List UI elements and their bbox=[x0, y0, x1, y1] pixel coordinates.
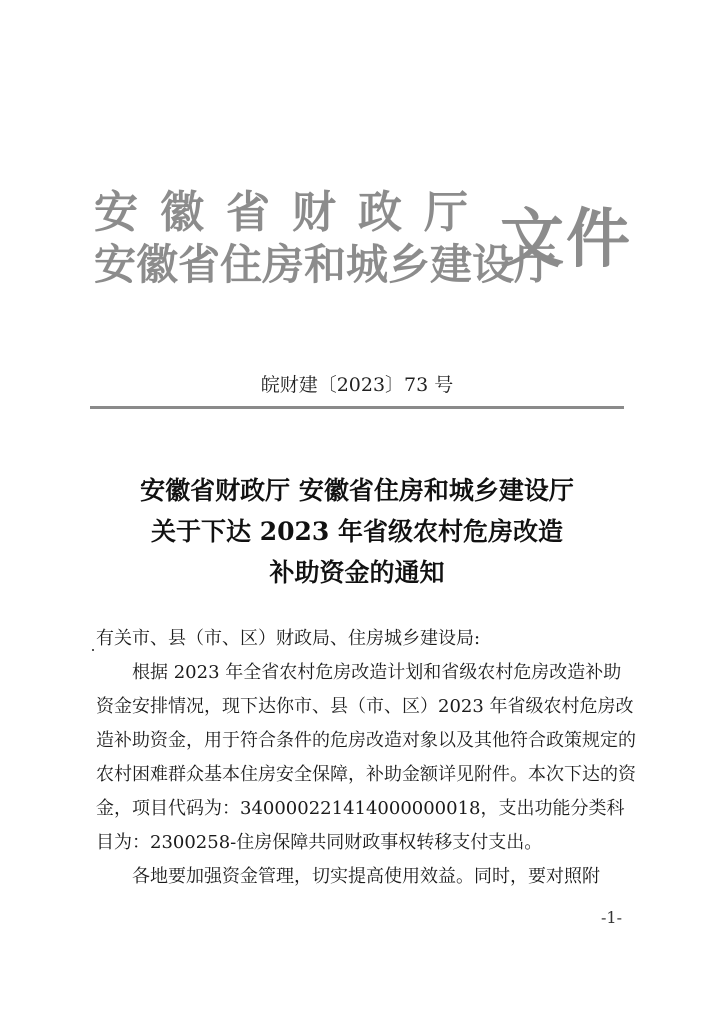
salutation: 有关市、县（市、区）财政局、住房城乡建设局: bbox=[96, 628, 481, 649]
body-paragraph-2: 各地要加强资金管理，切实提高使用效益。同时，要对照附 bbox=[132, 866, 600, 887]
title-line-1: 安徽省财政厅 安徽省住房和城乡建设厅 bbox=[140, 476, 574, 505]
issuer-housing-dept: 安徽省住房和城乡建设厅 bbox=[94, 240, 557, 289]
title-line-3: 补助资金的通知 bbox=[269, 558, 445, 587]
file-label: 文件 bbox=[500, 202, 632, 277]
body-paragraph-1: 根据 2023 年全省农村危房改造计划和省级农村危房改造补助资金安排情况，现下达你市、县（市、区）2023 年省级农村危房改造补助资金，用于符合条件的危房改造对象以及其他符合政策规定的农村困难群众基本住房安全保障，补助金额详见附件。本次下达的资金，项目代码为：340000221414000000018，支出功能分类科目为：2300258-住房保障共同财政事权转移支付支出。 bbox=[96, 662, 636, 853]
document-number: 皖财建〔2023〕73 号 bbox=[260, 374, 454, 396]
page-number: -1- bbox=[601, 908, 622, 927]
document-header bbox=[94, 170, 634, 300]
header-divider bbox=[90, 406, 624, 409]
title-line-2: 关于下达 2023 年省级农村危房改造 bbox=[151, 517, 563, 546]
stray-mark bbox=[92, 649, 94, 651]
issuer-finance-dept: 安徽省财政厅 bbox=[94, 187, 490, 238]
document-body bbox=[96, 622, 636, 894]
document-title bbox=[0, 470, 714, 593]
